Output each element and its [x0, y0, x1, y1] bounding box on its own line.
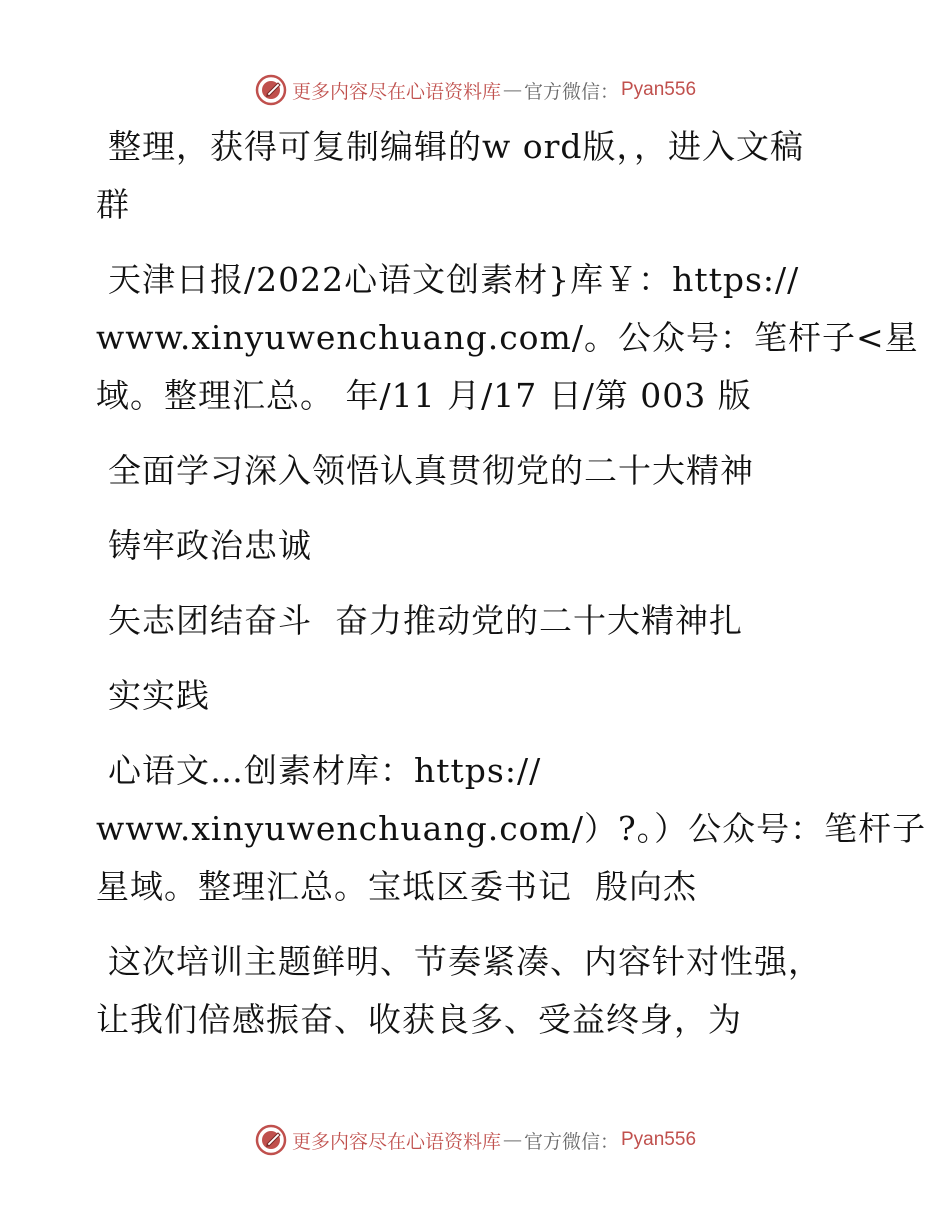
banner-text: 更多内容尽在心语资料库 [291, 80, 501, 103]
text-line: 矢志团结奋斗 奋力推动党的二十大精神扎 [108, 601, 743, 640]
paragraph [96, 933, 866, 1049]
text-line: 这次培训主题鲜明、节奏紧凑、内容针对性强， [108, 942, 822, 981]
banner-dash: — [502, 79, 522, 101]
paragraph [96, 251, 919, 425]
paragraph [96, 442, 866, 500]
paragraph [96, 592, 866, 650]
text-line: 整理，获得可复制编辑的w ord版，，进入文稿 [108, 127, 805, 166]
pen-logo-icon [254, 73, 288, 107]
header-banner [0, 70, 950, 110]
text-line: www.xinyuwenchuang.com/）?。）公众号：笔杆子 [96, 809, 927, 848]
text-line: 全面学习深入领悟认真贯彻党的二十大精神 [108, 451, 754, 490]
wechat-id: Pyan556 [621, 1129, 697, 1150]
text-line: www.xinyuwenchuang.com/。公众号：笔杆子<星 [96, 318, 919, 357]
wechat-id: Pyan556 [621, 79, 697, 100]
document-body [96, 118, 927, 1049]
paragraph [96, 118, 866, 234]
text-line: 域。整理汇总。 年/11 月/17 日/第 003 版 [96, 376, 752, 415]
pen-logo-icon [254, 1123, 288, 1157]
wechat-label: 官方微信： [523, 1130, 619, 1153]
banner-text: 更多内容尽在心语资料库 [291, 1130, 501, 1153]
paragraph [96, 517, 866, 575]
text-line: 铸牢政治忠诚 [108, 526, 312, 565]
paragraph [96, 742, 927, 916]
text-line: 群 [96, 185, 130, 224]
text-line: 星域。整理汇总。宝坻区委书记 殷向杰 [96, 867, 697, 906]
banner-dash: — [502, 1129, 522, 1151]
paragraph [96, 667, 866, 725]
text-line: 让我们倍感振奋、收获良多、受益终身，为 [96, 1000, 742, 1039]
text-line: 天津日报/2022心语文创素材}库￥：https:// [108, 260, 800, 299]
text-line: 实实践 [108, 676, 210, 715]
footer-banner [0, 1120, 950, 1160]
wechat-label: 官方微信： [523, 80, 619, 103]
text-line: 心语文…创素材库：https:// [108, 751, 542, 790]
